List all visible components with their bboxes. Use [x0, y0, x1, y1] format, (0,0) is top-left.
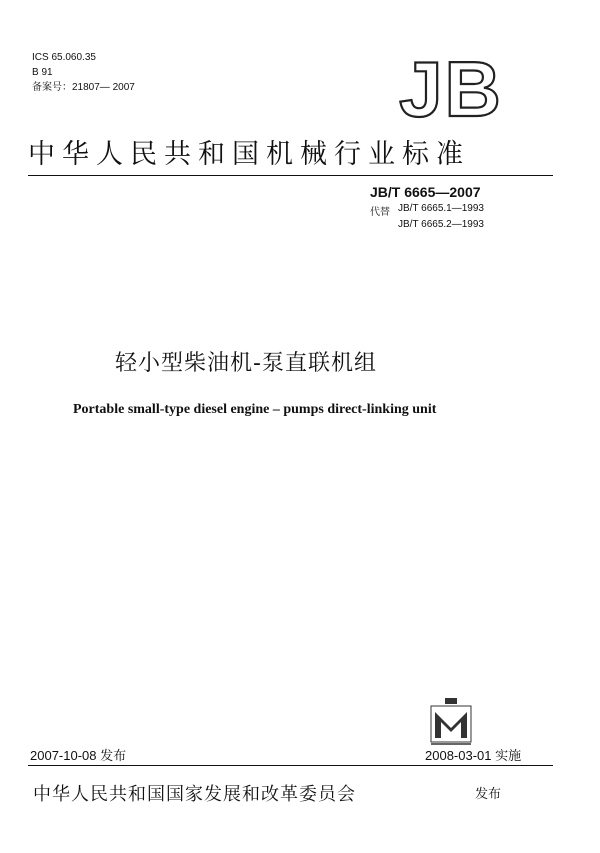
- classification-code: B 91: [32, 67, 53, 78]
- standard-number: JB/T 6665—2007: [370, 184, 481, 200]
- top-divider: [28, 175, 553, 176]
- issuer-action: 发布: [475, 787, 502, 802]
- replaced-standard: JB/T 6665.1—1993: [398, 203, 484, 214]
- title-chinese: 轻小型柴油机-泵直联机组: [115, 351, 377, 376]
- jb-logo: [376, 52, 526, 126]
- title-english: Portable small-type diesel engine – pumps direct-linking unit: [73, 402, 437, 417]
- ics-code: ICS 65.060.35: [32, 52, 96, 63]
- standard-type-heading: 中华人民共和国机械行业标准: [28, 139, 470, 170]
- issuer-name: 中华人民共和国国家发展和改革委员会: [33, 784, 356, 805]
- svg-text:JB: JB: [399, 52, 503, 126]
- replaced-standard: JB/T 6665.2—1993: [398, 219, 484, 230]
- implement-date: 2008-03-01 实施: [425, 748, 522, 763]
- replaces-label: 代替: [370, 207, 390, 218]
- bottom-divider: [28, 765, 553, 766]
- publisher-seal-icon: [425, 692, 477, 748]
- record-number: 备案号：21807— 2007: [32, 82, 135, 93]
- publish-date: 2007-10-08 发布: [30, 748, 127, 763]
